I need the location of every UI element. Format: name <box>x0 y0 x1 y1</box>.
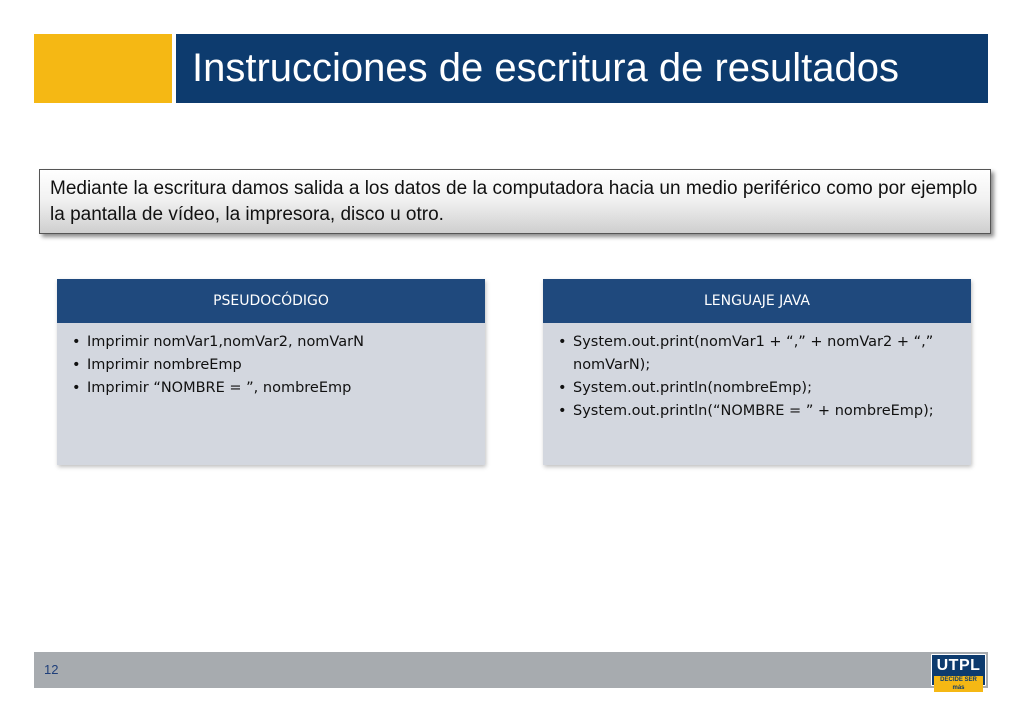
utpl-logo <box>931 654 986 691</box>
title-bar <box>176 34 988 103</box>
logo-tagline: DECIDE SER más <box>934 676 983 692</box>
java-list <box>543 323 971 423</box>
footer-bar <box>34 652 988 691</box>
list-item: • System.out.print(nomVar1 + “,” + nomVar2 + “,” nomVarN); <box>573 331 957 377</box>
list-item: • System.out.println(“NOMBRE = ” + nombreEmp); <box>573 400 957 423</box>
list-item: • Imprimir nombreEmp <box>87 354 471 377</box>
logo-name: UTPL <box>936 657 981 674</box>
page-number: 12 <box>44 662 59 677</box>
slide-title: Instrucciones de escritura de resultados <box>192 46 900 90</box>
list-item: • System.out.println(nombreEmp); <box>573 377 957 400</box>
intro-text-box: Mediante la escritura damos salida a los datos de la computadora hacia un medio periférico como por ejemplo la pantalla de vídeo, la impresora, disco u otro. <box>39 169 991 234</box>
title-accent-block <box>34 34 172 103</box>
java-card-header: LENGUAJE JAVA <box>543 279 971 323</box>
list-item: • Imprimir nomVar1,nomVar2, nomVarN <box>87 331 471 354</box>
list-item: • Imprimir “NOMBRE = ”, nombreEmp <box>87 377 471 400</box>
java-card <box>543 279 971 465</box>
pseudocode-card-header: PSEUDOCÓDIGO <box>57 279 485 323</box>
pseudocode-list <box>57 323 485 400</box>
pseudocode-card <box>57 279 485 465</box>
